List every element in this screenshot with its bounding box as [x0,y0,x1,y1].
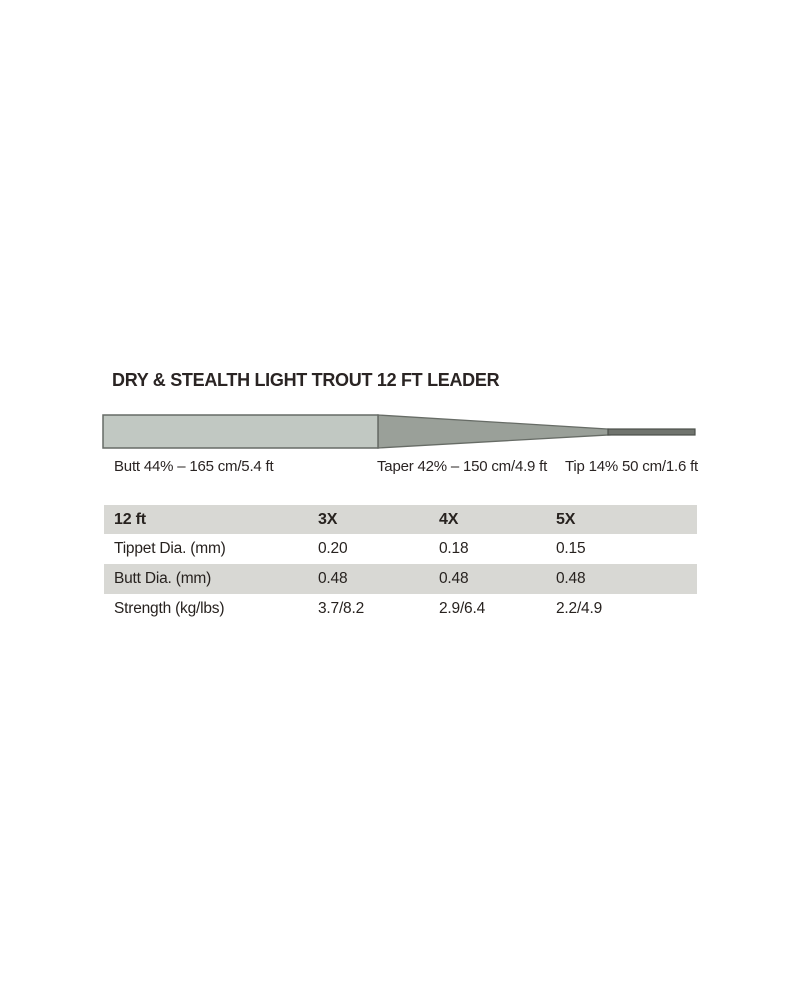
table-row-tippet-dia [104,534,697,564]
page-title: DRY & STEALTH LIGHT TROUT 12 FT LEADER [112,370,500,390]
row-value: 2.9/6.4 [439,600,486,617]
row-value: 3.7/8.2 [318,600,365,617]
spec-table-header-row [104,505,697,534]
butt-segment-shape [103,415,378,448]
leader-taper-diagram [100,412,700,452]
row-label: Tippet Dia. (mm) [114,540,226,557]
row-value: 0.48 [318,570,348,587]
row-value: 2.2/4.9 [556,600,603,617]
row-label: Strength (kg/lbs) [114,600,225,617]
tip-segment-label: Tip 14% 50 cm/1.6 ft [565,458,699,475]
header-size: 12 ft [114,510,146,528]
row-value: 0.48 [439,570,469,587]
butt-segment-label: Butt 44% – 165 cm/5.4 ft [114,458,274,475]
row-value: 0.48 [556,570,586,587]
taper-segment-label: Taper 42% – 150 cm/4.9 ft [377,458,548,475]
tip-segment-shape [608,429,695,435]
row-value: 0.20 [318,540,348,557]
table-row-butt-dia [104,564,697,594]
row-label: Butt Dia. (mm) [114,570,212,587]
row-value: 0.18 [439,540,469,557]
header-col-4x: 4X [439,510,459,528]
row-value: 0.15 [556,540,586,557]
spec-table [104,505,697,624]
header-col-5x: 5X [556,510,576,528]
table-row-strength [104,594,697,624]
taper-segment-shape [378,415,613,448]
header-col-3x: 3X [318,510,338,528]
